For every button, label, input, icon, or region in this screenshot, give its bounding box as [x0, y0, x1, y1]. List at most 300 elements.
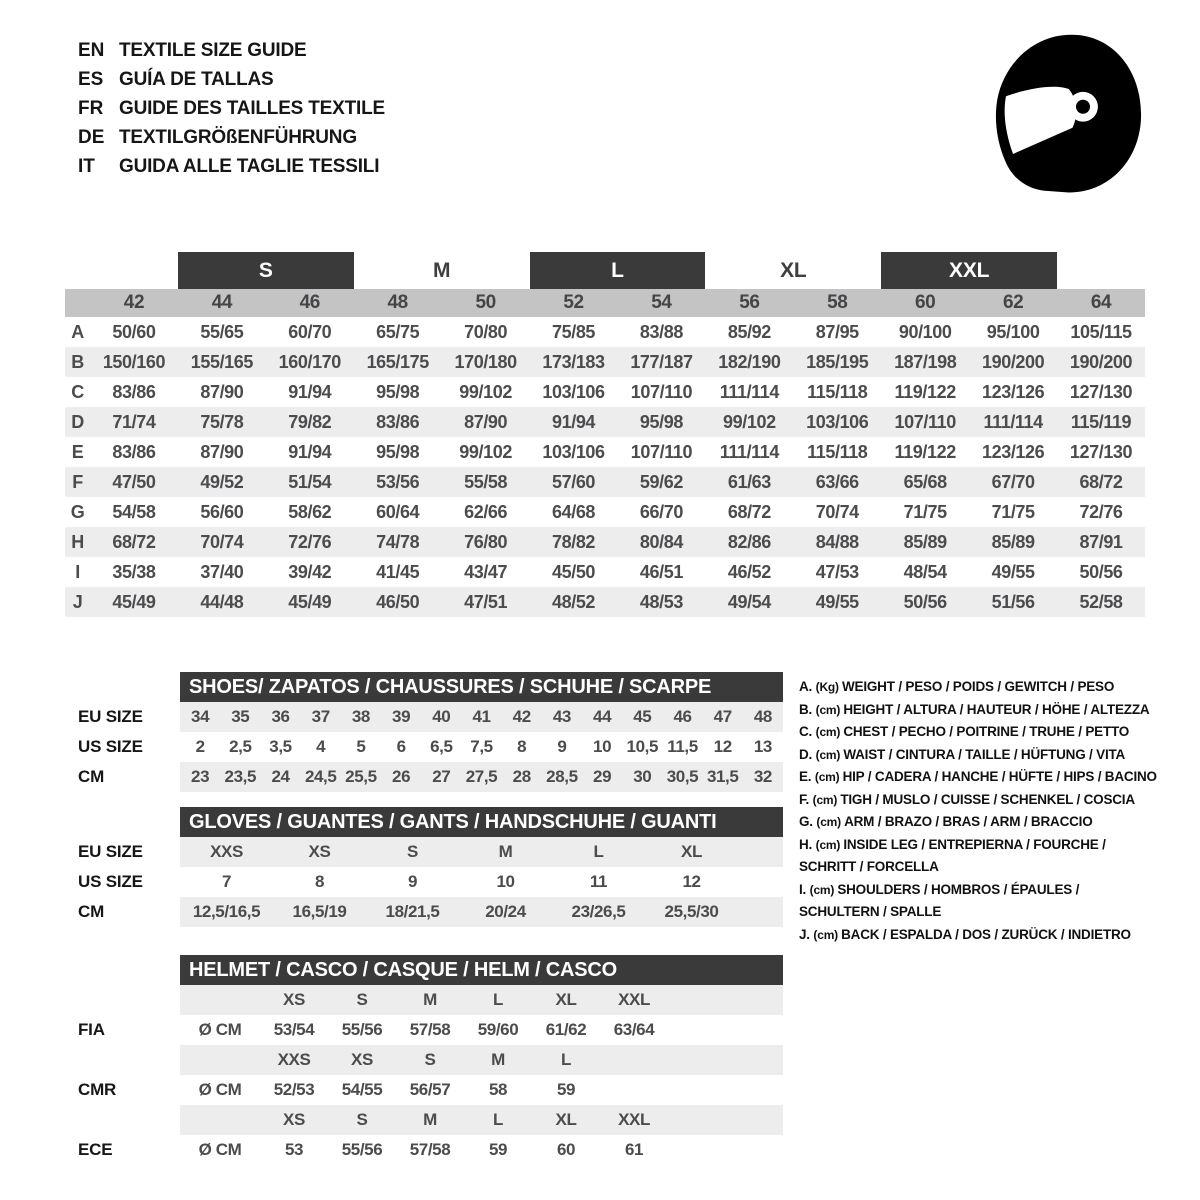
legend-item — [799, 721, 1199, 744]
row-header: CMR — [78, 1080, 117, 1099]
legend-unit: (cm) — [815, 702, 844, 717]
size-cell: 91/94 — [288, 441, 332, 462]
legend-unit: (cm) — [815, 725, 844, 739]
size-cell: 99/102 — [459, 381, 512, 402]
value-cell: 54/55 — [341, 1080, 383, 1099]
section-row — [0, 702, 790, 732]
row-header: CM — [78, 767, 105, 786]
value-cell: 3,5 — [269, 737, 292, 756]
size-cell: 44/48 — [200, 591, 244, 612]
legend-text: HIP / CADERA / HANCHE / HÜFTE / HIPS / BACINO — [842, 769, 1157, 784]
size-letter: XXS — [277, 1050, 311, 1069]
unit-cell: Ø CM — [198, 1080, 242, 1099]
value-cell: 46 — [673, 707, 692, 726]
value-cell: 30,5 — [666, 767, 699, 786]
size-cell: 71/74 — [112, 411, 156, 432]
value-cell: 32 — [753, 767, 772, 786]
size-cell: 51/56 — [991, 591, 1035, 612]
language-row — [78, 65, 385, 94]
size-cell: 50/60 — [112, 321, 156, 342]
value-cell: 34 — [191, 707, 210, 726]
row-label-spacer — [65, 289, 90, 317]
value-cell: 16,5/19 — [292, 902, 347, 921]
value-cell: 7 — [221, 872, 232, 891]
helmet-sizes — [180, 1105, 783, 1135]
size-cell: 87/95 — [815, 321, 859, 342]
size-cell: 70/80 — [464, 321, 508, 342]
value-cell: 8 — [314, 872, 325, 891]
value-cell: 8 — [517, 737, 527, 756]
value-cell: 23/26,5 — [571, 902, 626, 921]
size-number: 44 — [211, 292, 233, 313]
value-cell: 55/56 — [341, 1140, 383, 1159]
size-cell: 83/86 — [376, 411, 420, 432]
size-letter: M — [491, 1050, 505, 1069]
value-cell: 27 — [432, 767, 451, 786]
size-letter: XXL — [618, 1110, 650, 1129]
value-cell: 61 — [624, 1140, 644, 1159]
helmet-values — [180, 1015, 783, 1045]
legend-text: INSIDE LEG / ENTREPIERNA / FOURCHE / — [843, 836, 1106, 852]
language-title: GUIDA ALLE TAGLIE TESSILI — [119, 156, 380, 177]
size-cell: 119/122 — [894, 381, 956, 402]
value-cell: 37 — [311, 707, 330, 726]
legend-line — [799, 924, 1199, 947]
size-cell: 185/195 — [806, 351, 869, 372]
legend-key: I. — [799, 881, 810, 897]
size-cell: 71/75 — [991, 501, 1035, 522]
size-cell: 75/85 — [552, 321, 596, 342]
value-cell: 26 — [392, 767, 411, 786]
row-label: I — [75, 561, 80, 582]
section-header: GLOVES / GUANTES / GANTS / HANDSCHUHE / GUANTI — [180, 807, 783, 837]
size-cell: 65/68 — [903, 471, 947, 492]
size-letter: XS — [283, 1110, 305, 1129]
size-cell: 87/90 — [200, 441, 244, 462]
size-cell: 177/187 — [630, 351, 693, 372]
value-cell: 48 — [753, 707, 772, 726]
size-table-row — [65, 527, 1145, 557]
legend-unit: (cm) — [812, 792, 841, 807]
value-cell: 36 — [271, 707, 290, 726]
value-cell: 61/62 — [545, 1020, 587, 1039]
row-label: E — [71, 441, 84, 462]
size-cell: 115/118 — [807, 441, 868, 462]
size-cell: 47/53 — [815, 561, 859, 582]
legend-key: A. — [799, 679, 816, 694]
legend-item — [799, 676, 1199, 699]
size-cell: 55/65 — [200, 321, 244, 342]
size-cell: 107/110 — [630, 381, 693, 402]
legend-line — [799, 721, 1199, 744]
size-cell: 75/78 — [200, 411, 244, 432]
row-header — [0, 1045, 180, 1075]
size-cell: 82/86 — [727, 531, 771, 552]
value-cell: 23,5 — [224, 767, 257, 786]
size-cell: 182/190 — [718, 351, 781, 372]
language-row — [78, 94, 385, 123]
size-number: 50 — [475, 292, 496, 313]
value-cell: 31,5 — [706, 767, 739, 786]
size-cell: 84/88 — [815, 531, 859, 552]
size-cell: 48/54 — [903, 561, 947, 582]
value-cell: 25,5 — [345, 767, 377, 786]
size-letter: S — [424, 1050, 436, 1069]
size-cell: 60/64 — [376, 501, 420, 522]
size-cell: 95/100 — [986, 321, 1040, 342]
row-label: B — [71, 351, 84, 372]
value-cell: 53/54 — [273, 1020, 315, 1039]
size-cell: 107/110 — [630, 441, 693, 462]
size-cell: 72/76 — [288, 531, 332, 552]
size-cell: 95/98 — [376, 381, 420, 402]
size-table-row — [65, 377, 1145, 407]
legend-text: ARM / BRAZO / BRAS / ARM / BRACCIO — [844, 814, 1093, 829]
size-table-row — [65, 497, 1145, 527]
legend-key: C. — [799, 724, 816, 739]
size-cell: 123/126 — [981, 441, 1045, 462]
value-cell: 28 — [512, 767, 531, 786]
size-number: 58 — [827, 292, 848, 313]
language-row — [78, 36, 385, 65]
size-cell: 50/56 — [903, 591, 947, 612]
language-title: TEXTILE SIZE GUIDE — [119, 40, 307, 61]
value-cell: XL — [681, 842, 702, 861]
legend-key: F. — [799, 791, 813, 807]
size-group-s: S — [178, 252, 354, 289]
size-cell: 70/74 — [815, 501, 859, 522]
size-cell: 190/200 — [1069, 351, 1133, 372]
legend-line-cont: SCHULTERN / SPALLE — [799, 904, 942, 919]
size-number: 62 — [1002, 292, 1024, 313]
size-letter: M — [423, 990, 437, 1009]
legend-text: WEIGHT / PESO / POIDS / GEWITCH / PESO — [841, 679, 1115, 694]
legend-key: B. — [799, 701, 816, 717]
value-cell: 56/57 — [409, 1080, 451, 1099]
size-cell: 160/170 — [278, 351, 341, 372]
size-cell: 59/62 — [639, 471, 683, 492]
legend-line — [799, 834, 1199, 857]
legend-key: J. — [799, 926, 814, 942]
row-header: FIA — [78, 1020, 105, 1039]
value-cell: S — [407, 842, 418, 861]
row-header: CM — [78, 902, 105, 921]
value-cell: 12 — [713, 737, 732, 756]
value-cell: 2 — [195, 737, 205, 756]
helmet-sizes — [180, 985, 783, 1015]
size-cell: 78/82 — [552, 531, 596, 552]
size-cell: 49/55 — [815, 591, 859, 612]
value-cell: 9 — [407, 872, 418, 891]
size-cell: 46/51 — [639, 561, 683, 582]
size-cell: 119/122 — [894, 441, 956, 462]
legend-item — [799, 699, 1199, 722]
size-cell: 37/40 — [200, 561, 244, 582]
language-code: EN — [78, 40, 105, 61]
row-label: F — [72, 471, 83, 492]
language-code: IT — [78, 156, 95, 177]
size-cell: 43/47 — [464, 561, 508, 582]
size-number: 52 — [563, 292, 584, 313]
size-cell: 68/72 — [112, 531, 156, 552]
size-cell: 62/66 — [464, 501, 508, 522]
size-table-row — [65, 587, 1145, 617]
value-cell: 45 — [633, 707, 652, 726]
size-cell: 49/54 — [727, 591, 771, 612]
size-cell: 165/175 — [366, 351, 429, 372]
size-cell: 39/42 — [288, 561, 332, 582]
size-cell: 57/60 — [552, 471, 596, 492]
row-header: EU SIZE — [78, 842, 143, 861]
value-cell: XXS — [210, 842, 243, 861]
size-cell: 45/49 — [112, 591, 156, 612]
size-letter: M — [423, 1110, 437, 1129]
size-cell: 115/119 — [1070, 411, 1132, 432]
language-title: GUIDE DES TAILLES TEXTILE — [119, 98, 385, 119]
size-cell: 54/58 — [112, 501, 156, 522]
legend-line — [799, 744, 1199, 767]
row-header — [0, 1105, 180, 1135]
size-cell: 111/114 — [719, 441, 780, 462]
value-cell: 42 — [512, 707, 531, 726]
size-cell: 55/58 — [464, 471, 508, 492]
size-cell: 85/92 — [727, 321, 771, 342]
legend-unit: (cm) — [815, 837, 844, 852]
size-cell: 51/54 — [288, 471, 332, 492]
value-cell: 58 — [488, 1080, 508, 1099]
size-number: 64 — [1090, 292, 1112, 313]
value-cell: 35 — [231, 707, 250, 726]
size-cell: 170/180 — [454, 351, 517, 372]
size-cell: 87/91 — [1079, 531, 1123, 552]
size-cell: 105/115 — [1070, 321, 1132, 342]
value-cell: 57/58 — [409, 1020, 451, 1039]
size-cell: 95/98 — [639, 411, 683, 432]
section-values — [180, 897, 783, 927]
row-label: D — [71, 411, 84, 432]
legend-text: HEIGHT / ALTURA / HAUTEUR / HÖHE / ALTEZZA — [843, 701, 1150, 717]
size-cell: 150/160 — [102, 351, 166, 372]
legend-item — [799, 766, 1199, 789]
language-title: TEXTILGRÖßENFÜHRUNG — [119, 127, 357, 148]
unit-cell: Ø CM — [198, 1020, 242, 1039]
legend-key: D. — [799, 746, 816, 762]
value-cell: 10,5 — [626, 737, 659, 756]
size-number: 60 — [915, 292, 936, 313]
language-row — [78, 152, 385, 181]
size-cell: 111/114 — [983, 411, 1043, 432]
size-cell: 187/198 — [894, 351, 957, 372]
size-cell: 48/53 — [639, 591, 683, 612]
size-letter: S — [356, 1110, 368, 1129]
section-values — [180, 837, 783, 867]
size-cell: 68/72 — [1079, 471, 1123, 492]
size-group-m: M — [433, 258, 451, 282]
row-label: C — [71, 381, 84, 402]
value-cell: 6,5 — [430, 737, 453, 756]
size-cell: 71/75 — [903, 501, 947, 522]
size-cell: 155/165 — [190, 351, 253, 372]
value-cell: XS — [308, 842, 331, 861]
size-table-row — [65, 347, 1145, 377]
section-values — [180, 702, 783, 732]
value-cell: 4 — [316, 737, 326, 756]
legend-unit: (cm) — [813, 927, 842, 942]
helmet-size-row — [0, 1105, 790, 1135]
size-cell: 47/51 — [464, 591, 508, 612]
legend-text: BACK / ESPALDA / DOS / ZURÜCK / INDIETRO — [841, 926, 1131, 942]
size-letter: XXL — [618, 990, 650, 1009]
legend-item — [799, 789, 1199, 812]
section-values — [180, 867, 783, 897]
size-group-xl: XL — [780, 258, 807, 282]
size-cell: 63/66 — [815, 471, 859, 492]
value-cell: 59/60 — [477, 1020, 519, 1039]
size-cell: 115/118 — [807, 381, 868, 402]
size-cell: 50/56 — [1079, 561, 1123, 582]
size-cell: 48/52 — [552, 591, 596, 612]
size-letter: XS — [283, 990, 305, 1009]
unit-cell-spacer — [180, 985, 260, 1015]
size-letter: L — [561, 1050, 571, 1069]
size-cell: 60/70 — [288, 321, 332, 342]
size-cell: 91/94 — [288, 381, 332, 402]
size-cell: 49/55 — [991, 561, 1035, 582]
size-table-row — [65, 557, 1145, 587]
size-cell: 83/86 — [112, 381, 156, 402]
value-cell: 60 — [556, 1140, 576, 1159]
section-row — [0, 897, 790, 927]
legend-unit: (cm) — [814, 770, 843, 784]
size-cell: 76/80 — [464, 531, 508, 552]
size-cell: 87/90 — [200, 381, 244, 402]
legend-unit: (cm) — [815, 747, 844, 762]
language-code: DE — [78, 127, 105, 148]
value-cell: 12,5/16,5 — [192, 902, 261, 921]
section-values — [180, 762, 783, 792]
language-list — [78, 36, 385, 181]
size-table-row — [65, 407, 1145, 437]
size-cell: 35/38 — [112, 561, 156, 582]
language-code: ES — [78, 69, 104, 90]
size-cell: 65/75 — [376, 321, 420, 342]
value-cell: 10 — [496, 872, 515, 891]
row-header — [0, 985, 180, 1015]
size-cell: 107/110 — [894, 411, 956, 432]
textile-rows — [65, 317, 1145, 617]
size-cell: 45/50 — [552, 561, 596, 582]
legend-key: G. — [799, 814, 817, 829]
textile-size-table — [65, 252, 1145, 617]
value-cell: 28,5 — [546, 767, 578, 786]
value-cell: 39 — [392, 707, 411, 726]
value-cell: 12 — [682, 872, 701, 891]
legend-key: H. — [799, 836, 816, 852]
legend-line — [799, 789, 1199, 812]
legend-text: TIGH / MUSLO / CUISSE / SCHENKEL / COSCIA — [840, 791, 1135, 807]
helmet-size-row — [0, 985, 790, 1015]
size-number: 42 — [123, 292, 145, 313]
legend-line — [799, 699, 1199, 722]
value-cell: M — [498, 842, 513, 861]
helmet-values — [180, 1075, 783, 1105]
value-cell: 7,5 — [470, 737, 493, 756]
value-cell: 20/24 — [485, 902, 526, 921]
value-cell: 18/21,5 — [385, 902, 440, 921]
value-cell: 11,5 — [667, 737, 698, 756]
value-cell: 59 — [488, 1140, 508, 1159]
row-label: J — [72, 591, 83, 612]
legend-line — [799, 879, 1199, 902]
shoes-section — [0, 672, 790, 792]
size-cell: 56/60 — [200, 501, 244, 522]
size-letter: XS — [351, 1050, 373, 1069]
size-cell: 111/114 — [719, 381, 780, 402]
legend-line — [799, 766, 1199, 789]
helmet-value-row — [0, 1015, 790, 1045]
section-values — [180, 732, 783, 762]
section-header: HELMET / CASCO / CASQUE / HELM / CASCO — [180, 955, 783, 985]
size-group-row — [65, 252, 1145, 289]
row-label: A — [71, 321, 84, 342]
section-header: SHOES/ ZAPATOS / CHAUSSURES / SCHUHE / SCARPE — [180, 672, 783, 702]
size-letter: XL — [555, 990, 577, 1009]
size-cell: 66/70 — [639, 501, 683, 522]
value-cell: 2,5 — [229, 737, 252, 756]
size-cell: 45/49 — [288, 591, 332, 612]
section-row — [0, 837, 790, 867]
size-cell: 64/68 — [552, 501, 596, 522]
value-cell: L — [593, 842, 604, 861]
size-cell: 127/130 — [1069, 381, 1133, 402]
size-number: 56 — [739, 292, 760, 313]
value-cell: 47 — [713, 707, 732, 726]
size-cell: 58/62 — [288, 501, 332, 522]
helmet-section — [0, 955, 790, 1165]
value-cell: 30 — [633, 767, 652, 786]
row-header: ECE — [78, 1140, 113, 1159]
legend-unit: (cm) — [816, 815, 845, 829]
value-cell: 38 — [351, 707, 370, 726]
legend-item — [799, 744, 1199, 767]
row-label: G — [70, 501, 85, 522]
legend-key: E. — [799, 769, 815, 784]
size-group-l: L — [530, 252, 706, 289]
row-label: H — [71, 531, 84, 552]
unit-cell-spacer — [180, 1105, 260, 1135]
size-cell: 61/63 — [727, 471, 771, 492]
racing-helmet-icon — [978, 22, 1153, 202]
value-cell: 44 — [593, 707, 612, 726]
legend-unit: (Kg) — [815, 680, 842, 694]
size-number: 48 — [387, 292, 408, 313]
size-cell: 85/89 — [903, 531, 947, 552]
size-letter: L — [493, 990, 503, 1009]
row-header: US SIZE — [78, 737, 143, 756]
value-cell: 43 — [552, 707, 571, 726]
size-cell: 79/82 — [288, 411, 332, 432]
size-cell: 72/76 — [1079, 501, 1123, 522]
value-cell: 63/64 — [613, 1020, 655, 1039]
size-cell: 68/72 — [727, 501, 771, 522]
value-cell: 59 — [556, 1080, 576, 1099]
value-cell: 24 — [271, 767, 290, 786]
size-cell: 95/98 — [376, 441, 420, 462]
size-cell: 83/86 — [112, 441, 156, 462]
legend-line-cont: SCHRITT / FORCELLA — [799, 859, 939, 874]
legend-text: SHOULDERS / HOMBROS / ÉPAULES / — [837, 881, 1080, 897]
section-row — [0, 732, 790, 762]
